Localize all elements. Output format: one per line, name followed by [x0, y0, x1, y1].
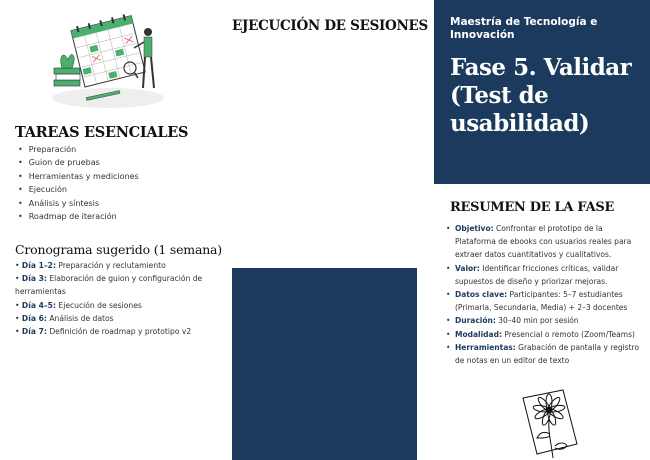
- summary-label: Duración:: [455, 316, 496, 326]
- schedule-day: Día 6:: [21, 313, 47, 323]
- list-item: • Herramientas y mediciones: [18, 170, 139, 183]
- summary-text: Identificar fricciones críticas, validar supuestos de diseño y priorizar mejoras.: [455, 263, 619, 286]
- summary-item: [446, 262, 642, 288]
- schedule-list: [15, 259, 215, 338]
- summary-text: Grabación de pantalla y registro de notas en un editor de texto: [455, 342, 640, 366]
- schedule-text: Análisis de datos: [49, 313, 114, 323]
- list-item: • Roadmap de iteración: [18, 210, 139, 223]
- summary-text: Participantes: 5–7 estudiantes (Primaria, Secundaria, Media) + 2–3 docentes: [455, 290, 628, 313]
- summary-text: Confrontar el prototipo de la Plataforma de ebooks con usuarios reales para extraer datos cuantitativos y cualitativos.: [455, 224, 632, 260]
- schedule-text: Preparación y reclutamiento: [58, 261, 166, 270]
- summary-item: [446, 222, 642, 262]
- summary-label: Herramientas:: [455, 342, 516, 352]
- list-item: • Análisis y síntesis: [18, 197, 139, 210]
- schedule-day: Día 1–2:: [21, 261, 56, 270]
- summary-title: RESUMEN DE LA FASE: [450, 200, 615, 215]
- tasks-list: [18, 143, 139, 223]
- phase-title: Fase 5. Validar (Test de usabilidad): [450, 54, 632, 137]
- list-item: • Ejecución: [18, 183, 139, 196]
- list-item: • Preparación: [18, 143, 139, 156]
- schedule-day: Día 7:: [21, 327, 47, 337]
- schedule-text: Elaboración de guion y configuración de herramientas: [15, 274, 203, 297]
- summary-label: Valor:: [455, 263, 480, 273]
- summary-text: Presencial o remoto (Zoom/Teams): [504, 329, 635, 339]
- summary-item: [446, 314, 642, 327]
- summary-list: [446, 222, 642, 367]
- summary-label: Objetivo:: [455, 224, 494, 233]
- schedule-title: Cronograma sugerido (1 semana): [15, 242, 222, 257]
- flower-illustration: [515, 388, 585, 460]
- schedule-item: • Día 1–2: Preparación y reclutamiento: [15, 261, 166, 270]
- navy-panel: [232, 268, 417, 460]
- summary-text: 30–40 min por sesión: [498, 316, 579, 326]
- hero-panel: [434, 0, 650, 184]
- summary-label: Modalidad:: [455, 329, 502, 339]
- summary-item: [446, 288, 642, 314]
- schedule-item: • Día 3: Elaboración de guion y configuración de herramientas: [15, 274, 203, 297]
- schedule-day: Día 3:: [21, 274, 47, 284]
- schedule-item: • Día 4–5: Ejecución de sesiones: [15, 300, 142, 310]
- schedule-item: • Día 7: Definición de roadmap y prototipo v2: [15, 327, 192, 337]
- tasks-title: TAREAS ESENCIALES: [15, 124, 189, 141]
- schedule-text: Ejecución de sesiones: [58, 300, 142, 310]
- schedule-day: Día 4–5:: [21, 300, 56, 310]
- summary-item: [446, 328, 642, 341]
- schedule-text: Definición de roadmap y prototipo v2: [49, 327, 192, 337]
- summary-item: [446, 341, 642, 367]
- calendar-illustration: [48, 10, 168, 110]
- summary-label: Datos clave:: [455, 290, 508, 300]
- schedule-item: • Día 6: Análisis de datos: [15, 313, 114, 323]
- sessions-title: EJECUCIÓN DE SESIONES: [232, 18, 428, 34]
- program-name: Maestría de Tecnología e Innovación: [450, 16, 598, 41]
- list-item: • Guion de pruebas: [18, 156, 139, 169]
